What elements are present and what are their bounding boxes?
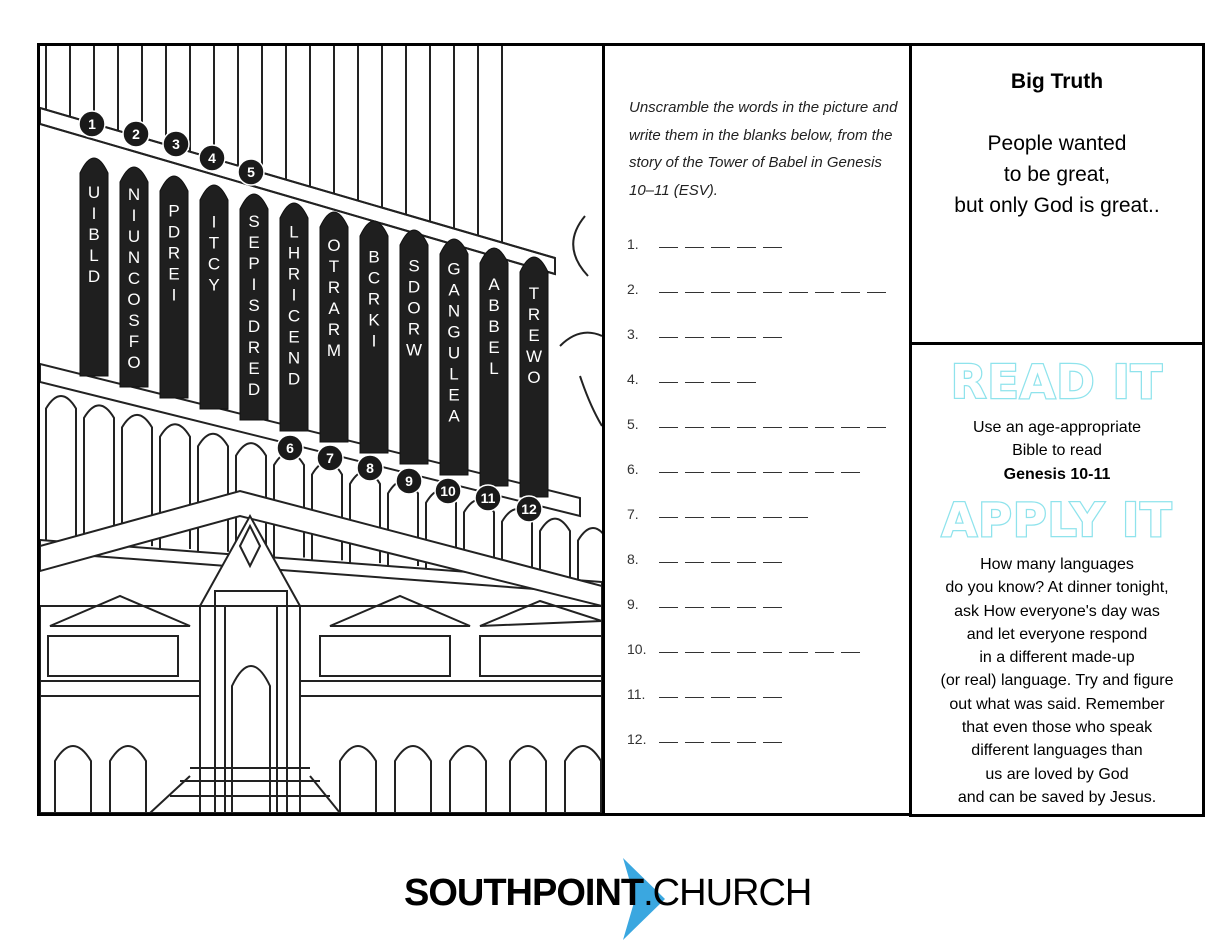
answer-row: [627, 596, 782, 612]
answer-blanks[interactable]: [659, 651, 860, 657]
apply-it-text: [912, 553, 1202, 809]
spire-letter: L: [489, 359, 499, 378]
letter-blank[interactable]: [711, 291, 730, 293]
spire-word-5: [240, 194, 268, 420]
answer-row-number: 3.: [627, 326, 639, 342]
spire-letter: N: [287, 348, 301, 368]
spire-letter: N: [127, 185, 141, 204]
letter-blank[interactable]: [815, 291, 834, 293]
spire-letter: O: [407, 298, 421, 318]
answer-row: [627, 236, 782, 252]
spire-letter: E: [248, 359, 260, 378]
instructions-panel: [602, 43, 912, 816]
spire-letter: A: [448, 406, 460, 426]
letter-blank[interactable]: [685, 336, 704, 338]
answer-blanks[interactable]: [659, 561, 782, 567]
spire-word-8: [360, 221, 388, 453]
instructions-text: Unscramble the words in the picture and write them in the blanks below, from the story of the Tower of Babel in Genesis 10–11 (ESV).: [629, 99, 898, 199]
apply-it-line: do you know? At dinner tonight,: [945, 579, 1169, 597]
spire-letter: U: [447, 343, 461, 363]
answer-row: [627, 731, 782, 747]
spire-letter: B: [368, 247, 380, 267]
answer-row: [627, 641, 860, 657]
letter-blank[interactable]: [659, 246, 678, 248]
answer-row-number: 1.: [627, 236, 639, 252]
spire-letter: U: [87, 183, 101, 202]
svg-text:7: 7: [326, 450, 334, 466]
letter-blank[interactable]: [659, 471, 678, 473]
letter-blank[interactable]: [789, 471, 808, 473]
spire-letter: E: [248, 233, 260, 252]
letter-blank[interactable]: [763, 246, 782, 248]
svg-text:11: 11: [480, 490, 496, 506]
spire-letter: A: [328, 299, 340, 319]
svg-text:3: 3: [172, 136, 180, 152]
spire-letter: R: [247, 338, 261, 357]
answer-row: [627, 281, 886, 297]
apply-it-line: out what was said. Remember: [949, 695, 1165, 713]
number-badge-9: [396, 468, 422, 494]
logo-text-church: .CHURCH: [643, 872, 812, 914]
svg-text:2: 2: [132, 126, 140, 142]
letter-blank[interactable]: [763, 471, 782, 473]
answer-row: [627, 686, 782, 702]
spire-letter: I: [91, 204, 97, 223]
letter-blank[interactable]: [841, 471, 860, 473]
letter-blank[interactable]: [685, 291, 704, 293]
spire-letter: D: [247, 317, 261, 336]
spire-word-1: [80, 158, 108, 376]
spire-letter: E: [488, 338, 500, 357]
spire-letter: L: [449, 364, 459, 384]
letter-blank[interactable]: [737, 291, 756, 293]
number-badge-7: [317, 445, 343, 471]
big-truth-line: People wanted: [987, 132, 1127, 155]
letter-blank[interactable]: [737, 336, 756, 338]
letter-blank[interactable]: [763, 606, 782, 608]
spire-letter: O: [327, 236, 341, 256]
spire-letter: M: [326, 341, 342, 361]
answer-row-number: 12.: [627, 731, 647, 747]
answer-row-number: 4.: [627, 371, 639, 387]
spire-letter: R: [327, 320, 341, 340]
spire-letter: S: [128, 311, 140, 330]
spire-letter: O: [127, 290, 141, 309]
apply-it-line: and let everyone respond: [966, 625, 1148, 643]
letter-blank[interactable]: [737, 741, 756, 743]
letter-blank[interactable]: [685, 696, 704, 698]
answer-blanks[interactable]: [659, 426, 886, 432]
letter-blank[interactable]: [789, 516, 808, 518]
spire-letter: I: [371, 331, 377, 351]
answer-row: [627, 506, 808, 522]
spire-letter: S: [248, 212, 260, 231]
southpoint-church-logo: [404, 858, 824, 940]
letter-blank[interactable]: [711, 381, 730, 383]
answer-blanks[interactable]: [659, 246, 782, 252]
answer-blanks[interactable]: [659, 471, 860, 477]
letter-blank[interactable]: [711, 516, 730, 518]
big-truth-title: Big Truth: [1010, 70, 1104, 93]
answer-row-number: 7.: [627, 506, 639, 522]
letter-blank[interactable]: [763, 651, 782, 653]
number-badge-2: [123, 121, 149, 147]
letter-blank[interactable]: [711, 651, 730, 653]
spire-letter: E: [168, 264, 180, 284]
letter-blank[interactable]: [815, 651, 834, 653]
apply-it-line: ask How everyone's day was: [954, 602, 1160, 620]
spire-letter: I: [291, 285, 297, 305]
number-badge-3: [163, 131, 189, 157]
spire-letter: L: [89, 246, 99, 265]
letter-blank[interactable]: [659, 741, 678, 743]
letter-blank[interactable]: [659, 696, 678, 698]
spire-letter: D: [407, 277, 421, 297]
answer-blanks[interactable]: [659, 696, 782, 702]
spire-word-11: [480, 248, 508, 486]
letter-blank[interactable]: [737, 381, 756, 383]
spire-letter: W: [525, 347, 543, 367]
letter-blank[interactable]: [867, 426, 886, 428]
spire-letter: H: [287, 243, 301, 263]
letter-blank[interactable]: [659, 516, 678, 518]
letter-blank[interactable]: [711, 696, 730, 698]
letter-blank[interactable]: [685, 246, 704, 248]
letter-blank[interactable]: [841, 651, 860, 653]
letter-blank[interactable]: [659, 291, 678, 293]
read-apply-panel: [909, 342, 1205, 817]
read-it-heading: READ IT: [950, 355, 1164, 409]
number-badge-12: [516, 496, 542, 522]
letter-blank[interactable]: [659, 561, 678, 563]
number-badge-6: [277, 435, 303, 461]
answer-row-number: 8.: [627, 551, 639, 567]
letter-blank[interactable]: [659, 606, 678, 608]
letter-blank[interactable]: [789, 651, 808, 653]
spire-letter: O: [127, 353, 141, 372]
spire-word-3: [160, 176, 188, 398]
letter-blank[interactable]: [685, 471, 704, 473]
answer-row-number: 2.: [627, 281, 639, 297]
spire-letter: R: [287, 264, 301, 284]
spire-letter: R: [367, 289, 381, 309]
letter-blank[interactable]: [711, 741, 730, 743]
letter-blank[interactable]: [763, 741, 782, 743]
answer-row: [627, 416, 886, 432]
spire-letter: B: [88, 225, 100, 244]
letter-blank[interactable]: [763, 516, 782, 518]
spire-letter: R: [167, 243, 181, 263]
big-truth-line: but only God is great..: [954, 194, 1160, 217]
number-badge-10: [435, 478, 461, 504]
answer-row-number: 11.: [627, 686, 646, 702]
letter-blank[interactable]: [763, 561, 782, 563]
spire-letter: E: [528, 326, 540, 346]
letter-blank[interactable]: [711, 426, 730, 428]
spire-letter: I: [211, 212, 217, 232]
letter-blank[interactable]: [763, 336, 782, 338]
letter-blank[interactable]: [711, 606, 730, 608]
answer-row-number: 6.: [627, 461, 639, 477]
letter-blank[interactable]: [685, 516, 704, 518]
letter-blank[interactable]: [815, 426, 834, 428]
spire-letter: A: [448, 280, 460, 300]
letter-blank[interactable]: [659, 426, 678, 428]
spire-letter: Y: [208, 275, 220, 295]
letter-blank[interactable]: [685, 381, 704, 383]
spire-letter: R: [527, 305, 541, 325]
read-it-line: Use an age-appropriate: [972, 419, 1142, 436]
read-it-text: [912, 416, 1202, 486]
spire-letter: T: [208, 233, 220, 253]
spire-word-10: [440, 239, 468, 475]
big-truth-text: [912, 128, 1202, 221]
spire-letter: S: [408, 256, 420, 276]
spire-word-4: [200, 185, 228, 409]
apply-it-line: How many languages: [980, 556, 1134, 573]
svg-text:9: 9: [405, 473, 413, 489]
letter-blank[interactable]: [711, 471, 730, 473]
letter-blank[interactable]: [659, 651, 678, 653]
spire-letter: I: [171, 285, 177, 305]
letter-blank[interactable]: [737, 561, 756, 563]
spire-letter: D: [167, 222, 181, 242]
big-truth-line: to be great,: [1003, 163, 1111, 186]
apply-it-line: in a different made-up: [979, 649, 1135, 667]
svg-text:5: 5: [247, 164, 255, 180]
spire-letter: U: [127, 227, 141, 246]
answer-blanks[interactable]: [659, 291, 886, 297]
letter-blank[interactable]: [659, 336, 678, 338]
answer-row: [627, 461, 860, 477]
spire-letter: D: [287, 369, 301, 389]
spire-letter: K: [368, 310, 380, 330]
apply-it-heading: APPLY IT: [941, 493, 1173, 547]
logo-text-southpoint: SOUTHPOINT: [404, 872, 644, 914]
spire-letter: R: [327, 278, 341, 298]
number-badge-4: [199, 145, 225, 171]
spire-word-6: [280, 203, 308, 431]
spire-letter: D: [247, 380, 261, 399]
answer-blanks[interactable]: [659, 336, 782, 342]
apply-it-line: and can be saved by Jesus.: [957, 788, 1157, 806]
spire-letter: B: [488, 296, 500, 315]
tower-drawing: [40, 46, 602, 813]
spire-letter: T: [528, 284, 540, 304]
spire-word-2: [120, 167, 148, 387]
spire-letter: I: [131, 206, 137, 225]
spire-letter: N: [447, 301, 461, 321]
spire-letter: E: [448, 385, 460, 405]
letter-blank[interactable]: [737, 696, 756, 698]
apply-it-line: different languages than: [971, 742, 1143, 760]
letter-blank[interactable]: [737, 471, 756, 473]
answer-blanks[interactable]: [659, 516, 808, 522]
spire-word-7: [320, 212, 348, 442]
svg-text:8: 8: [366, 460, 374, 476]
number-badge-8: [357, 455, 383, 481]
spire-letter: E: [288, 327, 300, 347]
spire-letter: L: [289, 222, 299, 242]
svg-text:4: 4: [208, 150, 216, 166]
spire-letter: B: [488, 317, 500, 336]
letter-blank[interactable]: [763, 696, 782, 698]
answer-row: [627, 551, 782, 567]
svg-text:6: 6: [286, 440, 294, 456]
answer-blanks[interactable]: [659, 741, 782, 747]
number-badge-11: [475, 485, 501, 511]
logo-wordmark: [404, 872, 811, 915]
spire-word-9: [400, 230, 428, 464]
spire-letter: R: [407, 319, 421, 339]
spire-letter: O: [527, 368, 541, 388]
spire-letter: C: [127, 269, 141, 288]
answer-row-number: 9.: [627, 596, 639, 612]
big-truth-panel: [909, 43, 1205, 345]
answer-blanks[interactable]: [659, 381, 756, 387]
spire-letter: I: [251, 275, 257, 294]
apply-it-line: us are loved by God: [985, 765, 1129, 783]
spire-letter: P: [248, 254, 260, 273]
letter-blank[interactable]: [737, 651, 756, 653]
letter-blank[interactable]: [737, 516, 756, 518]
apply-it-line: that even those who speak: [961, 719, 1153, 737]
read-it-line: Bible to read: [1012, 442, 1102, 460]
spire-letter: C: [287, 306, 301, 326]
letter-blank[interactable]: [789, 291, 808, 293]
spire-letter: P: [168, 201, 180, 221]
letter-blank[interactable]: [867, 291, 886, 293]
answer-blanks[interactable]: [659, 606, 782, 612]
letter-blank[interactable]: [815, 471, 834, 473]
letter-blank[interactable]: [737, 606, 756, 608]
letter-blank[interactable]: [659, 381, 678, 383]
svg-text:10: 10: [440, 483, 456, 499]
spire-word-12: [520, 257, 548, 497]
answer-row: [627, 326, 782, 342]
letter-blank[interactable]: [789, 426, 808, 428]
answer-row-number: 10.: [627, 641, 647, 657]
spire-letter: A: [488, 275, 500, 294]
spire-letter: G: [447, 322, 461, 342]
read-it-reference: Genesis 10-11: [1003, 465, 1111, 483]
spire-letter: D: [87, 267, 101, 286]
spire-letter: C: [367, 268, 381, 288]
spire-letter: N: [127, 248, 141, 267]
number-badge-5: [238, 159, 264, 185]
letter-blank[interactable]: [711, 336, 730, 338]
spire-letter: S: [248, 296, 260, 315]
answer-row: [627, 371, 756, 387]
spire-letter: G: [447, 259, 461, 279]
letter-blank[interactable]: [685, 651, 704, 653]
spire-letter: C: [207, 254, 221, 274]
letter-blank[interactable]: [685, 741, 704, 743]
letter-blank[interactable]: [685, 606, 704, 608]
letter-blank[interactable]: [737, 426, 756, 428]
letter-blank[interactable]: [763, 291, 782, 293]
spire-letter: T: [328, 257, 340, 277]
letter-blank[interactable]: [737, 246, 756, 248]
letter-blank[interactable]: [711, 246, 730, 248]
answer-row-number: 5.: [627, 416, 639, 432]
spire-letter: W: [405, 340, 423, 360]
letter-blank[interactable]: [711, 561, 730, 563]
svg-text:12: 12: [521, 501, 537, 517]
letter-blank[interactable]: [841, 426, 860, 428]
number-badge-1: [79, 111, 105, 137]
apply-it-line: (or real) language. Try and figure: [940, 672, 1174, 690]
letter-blank[interactable]: [685, 426, 704, 428]
letter-blank[interactable]: [841, 291, 860, 293]
svg-text:1: 1: [88, 116, 96, 132]
spire-letter: F: [128, 332, 140, 351]
letter-blank[interactable]: [763, 426, 782, 428]
letter-blank[interactable]: [685, 561, 704, 563]
tower-illustration: [37, 43, 605, 816]
